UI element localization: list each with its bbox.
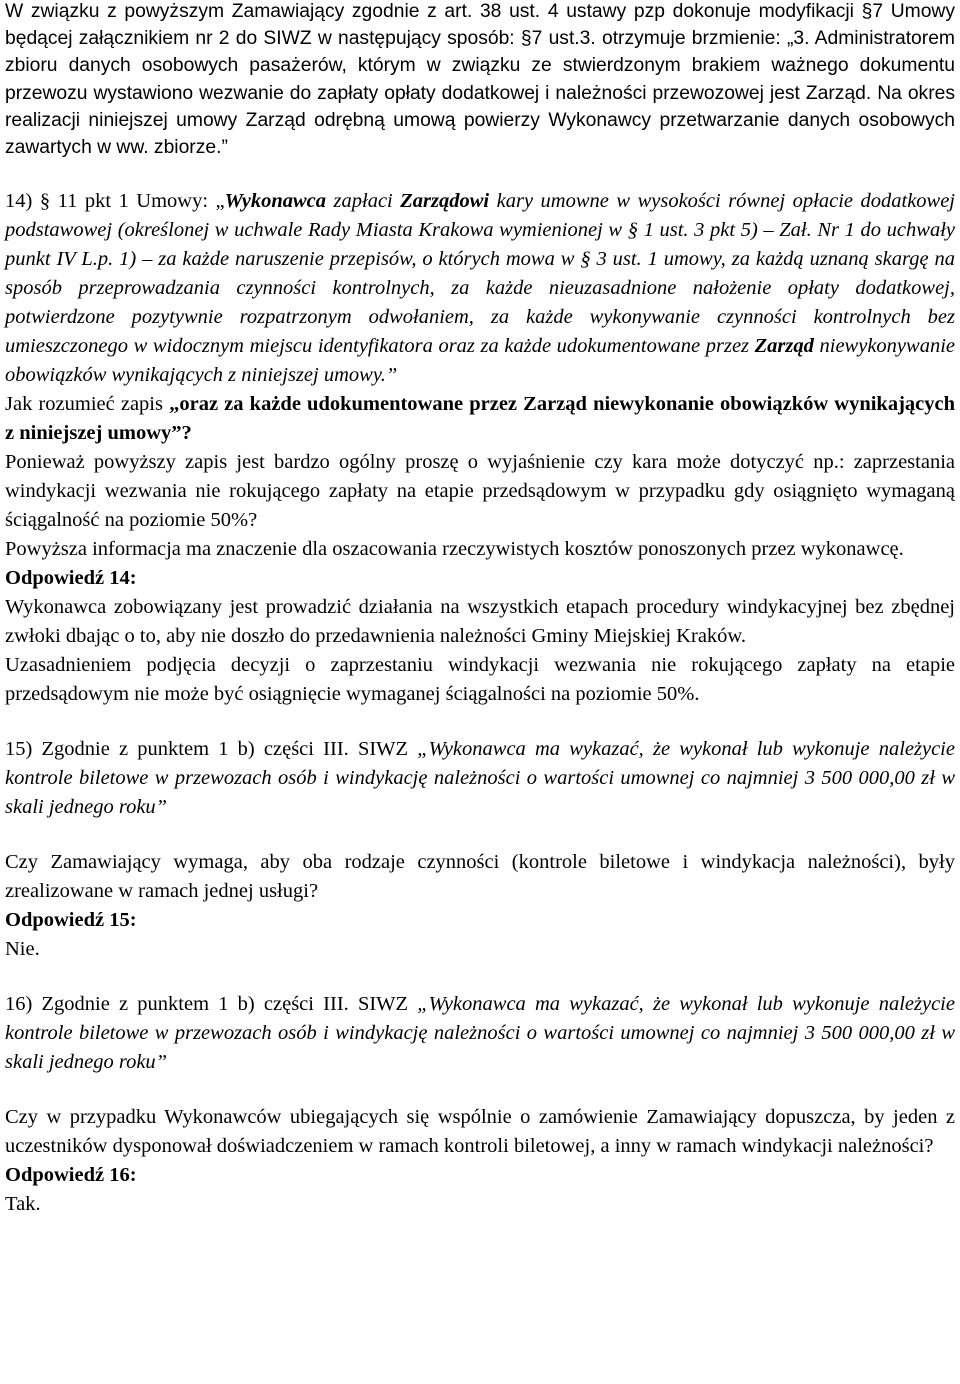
- question-15-ask: Czy Zamawiający wymaga, aby oba rodzaje czynności (kontrole biletowe i windykacja należności), były zrealizowane w ramach jednej usługi?: [5, 851, 955, 903]
- question-15: [5, 735, 955, 822]
- spacer: [5, 1077, 955, 1103]
- question-14-note: Powyższa informacja ma znaczenie dla oszacowania rzeczywistych kosztów ponoszonych przez wykonawcę.: [5, 538, 904, 561]
- question-14-ask: [5, 390, 955, 448]
- q15-intro: 15) Zgodnie z punktem 1 b) części III. SIWZ: [5, 738, 418, 761]
- q14-wykonawca: Wykonawca: [224, 190, 327, 213]
- answer-15-text: Nie.: [5, 938, 40, 961]
- q14-zarzad: Zarząd: [754, 335, 814, 358]
- q14-text-3: niewykonywanie obowiązków wynikających z niniejszej umowy.”: [5, 335, 955, 387]
- paragraph-modification: W związku z powyższym Zamawiający zgodnie z art. 38 ust. 4 ustawy pzp dokonuje modyfikacji §7 Umowy będącej załącznikiem nr 2 do SIWZ w następujący sposób: §7 ust.3. otrzymuje brzmienie: „3. Administratorem zbioru danych osobowych pasażerów, którym w związku ze stwierdzonym brakiem ważnego dokumentu przewozu wystawiono wezwanie do zapłaty opłaty dodatkowej i należności przewozowej jest Zarząd. Na okres realizacji niniejszej umowy Zarząd odrębną umową powierzy Wykonawcy przetwarzanie danych osobowych zawartych w ww. zbiorze.”: [5, 1, 955, 159]
- q14-intro: 14) § 11 pkt 1 Umowy: „: [5, 190, 225, 213]
- spacer: [5, 964, 955, 990]
- q14-text-2: kary umowne w wysokości równej opłacie dodatkowej podstawowej (określonej w uchwale Rady Miasta Krakowa wymienionej w § 1 ust. 3 pkt 5) – Zał. Nr 1 do uchwały punkt IV L.p. 1) – za każde naruszenie przepisów, o których mowa w § 3 ust. 1 umowy, za każdą uznaną skargę na sposób przeprowadzania czynności kontrolnych, za każde nieuzasadnione nałożenie opłaty dodatkowej, potwierdzone pozytywnie rozpatrzonym odwołaniem, za każde wykonywanie czynności kontrolnych bez umieszczonego w widocznym miejscu identyfikatora oraz za każde udokumentowane przez: [5, 190, 956, 358]
- q16-quote: „Wykonawca ma wykazać, że wykonał lub wykonuje należycie kontrole biletowe w przewozach osób i windykację należności o wartości umownej co najmniej 3 500 000,00 zł w skali jednego roku”: [5, 993, 955, 1074]
- answer-14-text-2: Uzasadnieniem podjęcia decyzji o zaprzestaniu windykacji wezwania nie rokującego zapłaty na etapie przedsądowym nie może być osiągnięcie wymaganej ściągalności na poziomie 50%.: [5, 654, 955, 706]
- question-16: [5, 990, 955, 1077]
- q15-quote: „Wykonawca ma wykazać, że wykonał lub wykonuje należycie kontrole biletowe w przewozach osób i windykację należności o wartości umownej co najmniej 3 500 000,00 zł w skali jednego roku”: [5, 738, 955, 819]
- question-14: [5, 187, 955, 390]
- answer-14-text-1: Wykonawca zobowiązany jest prowadzić działania na wszystkich etapach procedury windykacyjnej bez zbędnej zwłoki dbając o to, aby nie doszło do przedawnienia należności Gminy Miejskiej Kraków.: [5, 596, 955, 648]
- answer-16-text: Tak.: [5, 1193, 41, 1216]
- answer-14-label: Odpowiedź 14:: [5, 567, 137, 590]
- spacer: [5, 822, 955, 848]
- answer-15-label: Odpowiedź 15:: [5, 909, 137, 932]
- q14-ask-quote: „oraz za każde udokumentowane przez Zarząd niewykonanie obowiązków wynikających z niniejszej umowy”?: [5, 393, 956, 445]
- q16-intro: 16) Zgodnie z punktem 1 b) części III. SIWZ: [5, 993, 418, 1016]
- spacer: [5, 161, 955, 187]
- question-14-detail: Ponieważ powyższy zapis jest bardzo ogólny proszę o wyjaśnienie czy kara może dotyczyć np.: zaprzestania windykacji wezwania nie rokującego zapłaty na etapie przedsądowym w przypadku gdy osiągnięto wymaganą ściągalność na poziomie 50%?: [5, 451, 955, 532]
- q14-ask-intro: Jak rozumieć zapis: [5, 393, 170, 416]
- spacer: [5, 709, 955, 735]
- q14-text-1: zapłaci: [326, 190, 401, 213]
- question-16-ask: Czy w przypadku Wykonawców ubiegających się wspólnie o zamówienie Zamawiający dopuszcza, by jeden z uczestników dysponował doświadczeniem w ramach kontroli biletowej, a inny w ramach windykacji należności?: [5, 1106, 955, 1158]
- answer-16-label: Odpowiedź 16:: [5, 1164, 137, 1187]
- q14-zarzadowi: Zarządowi: [400, 190, 490, 213]
